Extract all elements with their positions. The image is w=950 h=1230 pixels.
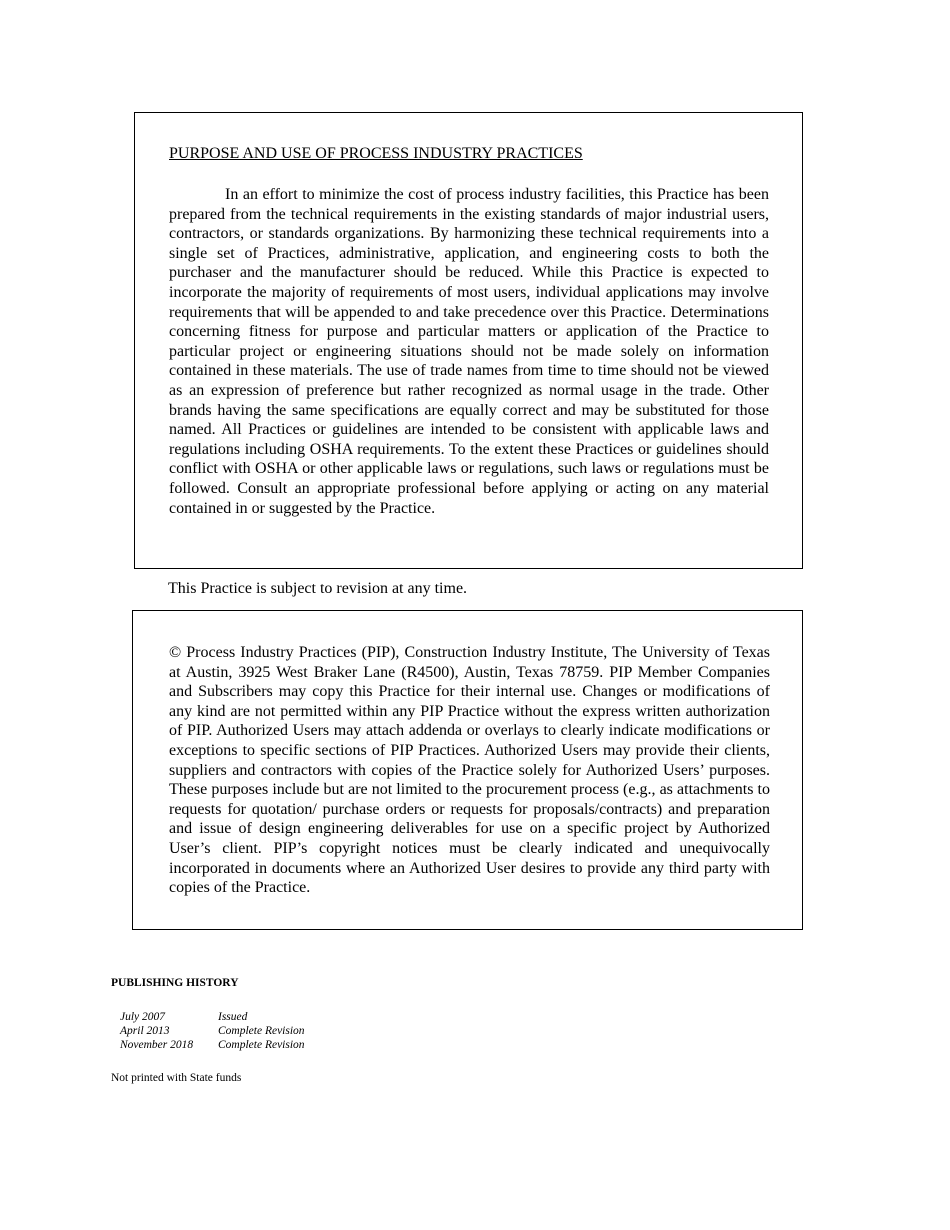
purpose-paragraph: In an effort to minimize the cost of process industry facilities, this Practice has been prepared from the technical requirements in the existing standards of major industrial users, contractors, or standards organizations. By harmonizing these technical requirements into a single set of Practices, administrative, application, and engineering costs to both the purchaser and the manufacturer should be reduced. While this Practice is expected to incorporate the majority of requirements of most users, individual applications may involve requirements that will be appended to and take precedence over this Practice. Determinations concerning fitness for purpose and particular matters or application of the Practice to particular project or engineering situations should not be made solely on information contained in these materials. The use of trade names from time to time should not be viewed as an expression of preference but rather recognized as normal usage in the trade. Other brands having the same specifications are equally correct and may be substituted for those named. All Practices or guidelines are intended to be consistent with applicable laws and regulations including OSHA requirements. To the extent these Practices or guidelines should conflict with OSHA or other applicable laws or regulations, such laws or regulations must be followed. Consult an appropriate professional before applying or acting on any material contained in or suggested by the Practice. (169, 186, 769, 517)
footer-note: Not printed with State funds (111, 1072, 242, 1084)
history-date: April 2013 (120, 1025, 170, 1037)
copyright-paragraph: © Process Industry Practices (PIP), Construction Industry Institute, The University of Texas at Austin, 3925 West Braker Lane (R4500), Austin, Texas 78759. PIP Member Companies and Subscribers may copy this Practice for their internal use. Changes or modifications of any kind are not permitted within any PIP Practice without the express written authorization of PIP. Authorized Users may attach addenda or overlays to clearly indicate modifications or exceptions to specific sections of PIP Practices. Authorized Users may provide their clients, suppliers and contractors with copies of the Practice solely for Authorized Users’ purposes. These purposes include but are not limited to the procurement process (e.g., as attachments to requests for quotation/ purchase orders or requests for proposals/contracts) and preparation and issue of design engineering deliverables for use on a specific project by Authorized User’s client. PIP’s copyright notices must be clearly indicated and unequivocally incorporated in documents where an Authorized User desires to provide any third party with copies of the Practice. (169, 644, 770, 897)
history-status: Complete Revision (218, 1025, 305, 1037)
purpose-and-use-box (134, 112, 803, 569)
publishing-history-title: PUBLISHING HISTORY (111, 977, 239, 989)
copyright-box (132, 610, 803, 930)
history-status: Issued (218, 1011, 248, 1023)
revision-note: This Practice is subject to revision at any time. (168, 580, 468, 597)
publishing-history-table (120, 1010, 305, 1052)
history-date: July 2007 (120, 1011, 166, 1023)
history-row (120, 1038, 305, 1052)
history-row (120, 1024, 305, 1038)
purpose-heading: PURPOSE AND USE OF PROCESS INDUSTRY PRACTICES (169, 145, 583, 162)
history-row (120, 1010, 305, 1024)
history-date: November 2018 (120, 1039, 194, 1051)
history-status: Complete Revision (218, 1039, 305, 1051)
